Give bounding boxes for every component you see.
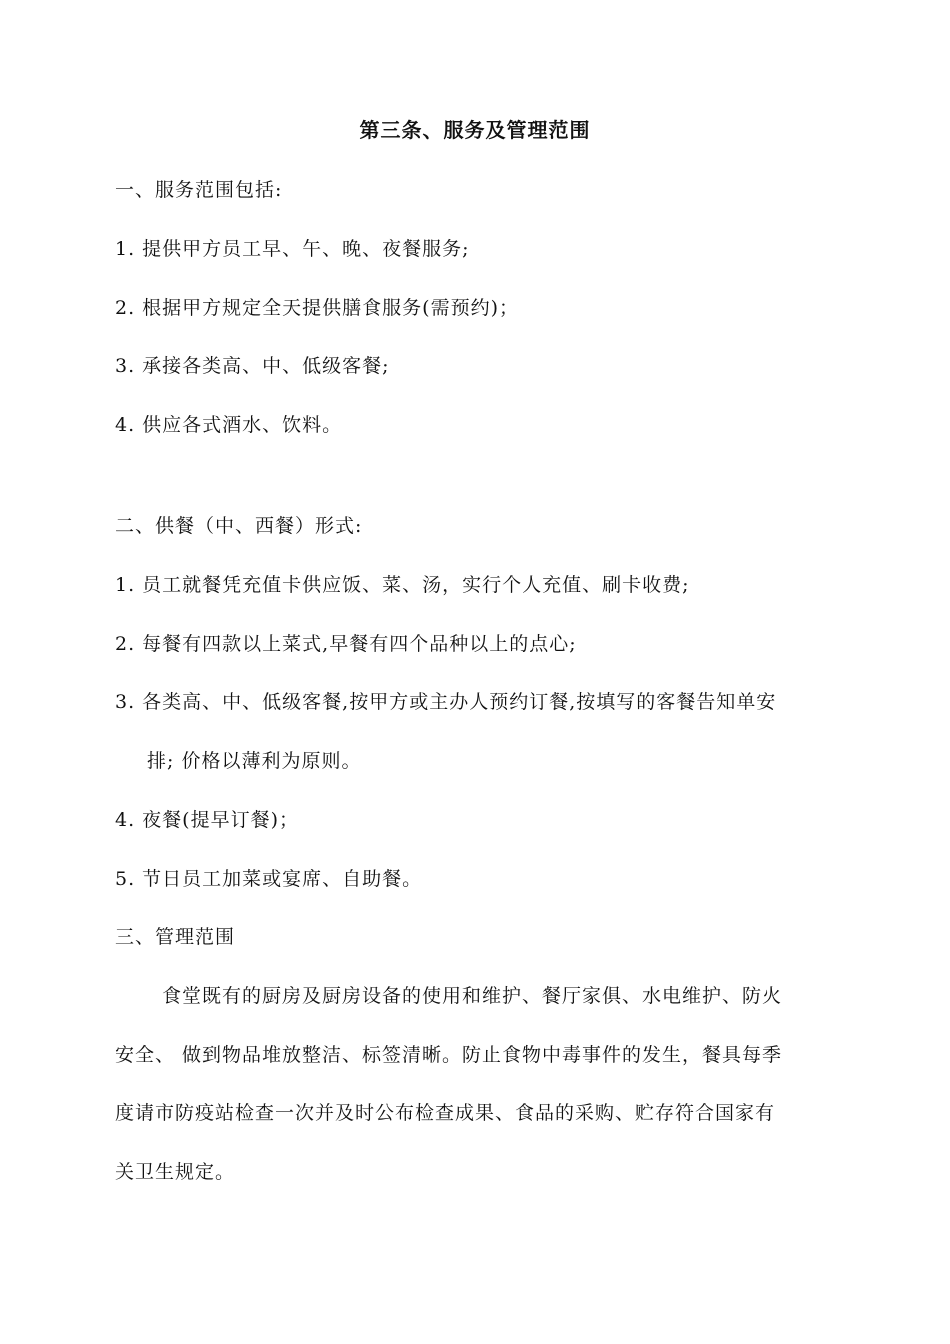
section2-heading: 二、供餐（中、西餐）形式: [115,515,363,537]
section3-paragraph-line-4: 关卫生规定。 [115,1161,236,1183]
section2-item-1: 1. 员工就餐凭充值卡供应饭、菜、汤，实行个人充值、刷卡收费; [115,574,690,596]
section2-item-4: 4. 夜餐(提早订餐)； [115,809,299,831]
section2-item-3-continued: 排; 价格以薄利为原则。 [147,750,362,772]
document-title: 第三条、服务及管理范围 [359,118,591,142]
section3-paragraph-line-2: 安全、 做到物品堆放整洁、标签清晰。防止食物中毒事件的发生，餐具每季 [115,1044,783,1066]
section2-item-3: 3. 各类高、中、低级客餐,按甲方或主办人预约订餐,按填写的客餐告知单安 [115,691,777,713]
section2-item-5: 5. 节日员工加菜或宴席、自助餐。 [115,868,423,890]
section1-item-3: 3. 承接各类高、中、低级客餐; [115,355,390,377]
section3-heading: 三、管理范围 [115,926,236,948]
section2-item-2: 2. 每餐有四款以上菜式,早餐有四个品种以上的点心; [115,633,577,655]
section1-item-4: 4. 供应各式酒水、饮料。 [115,414,343,436]
section1-item-2: 2. 根据甲方规定全天提供膳食服务(需预约)； [115,297,519,319]
section1-heading: 一、服务范围包括: [115,179,283,201]
section1-item-1: 1. 提供甲方员工早、午、晚、夜餐服务; [115,238,470,260]
section3-paragraph-line-3: 度请市防疫站检查一次并及时公布检查成果、食品的采购、贮存符合国家有 [115,1102,776,1124]
section3-paragraph-line-1: 食堂既有的厨房及厨房设备的使用和维护、餐厅家俱、水电维护、防火 [162,985,783,1007]
